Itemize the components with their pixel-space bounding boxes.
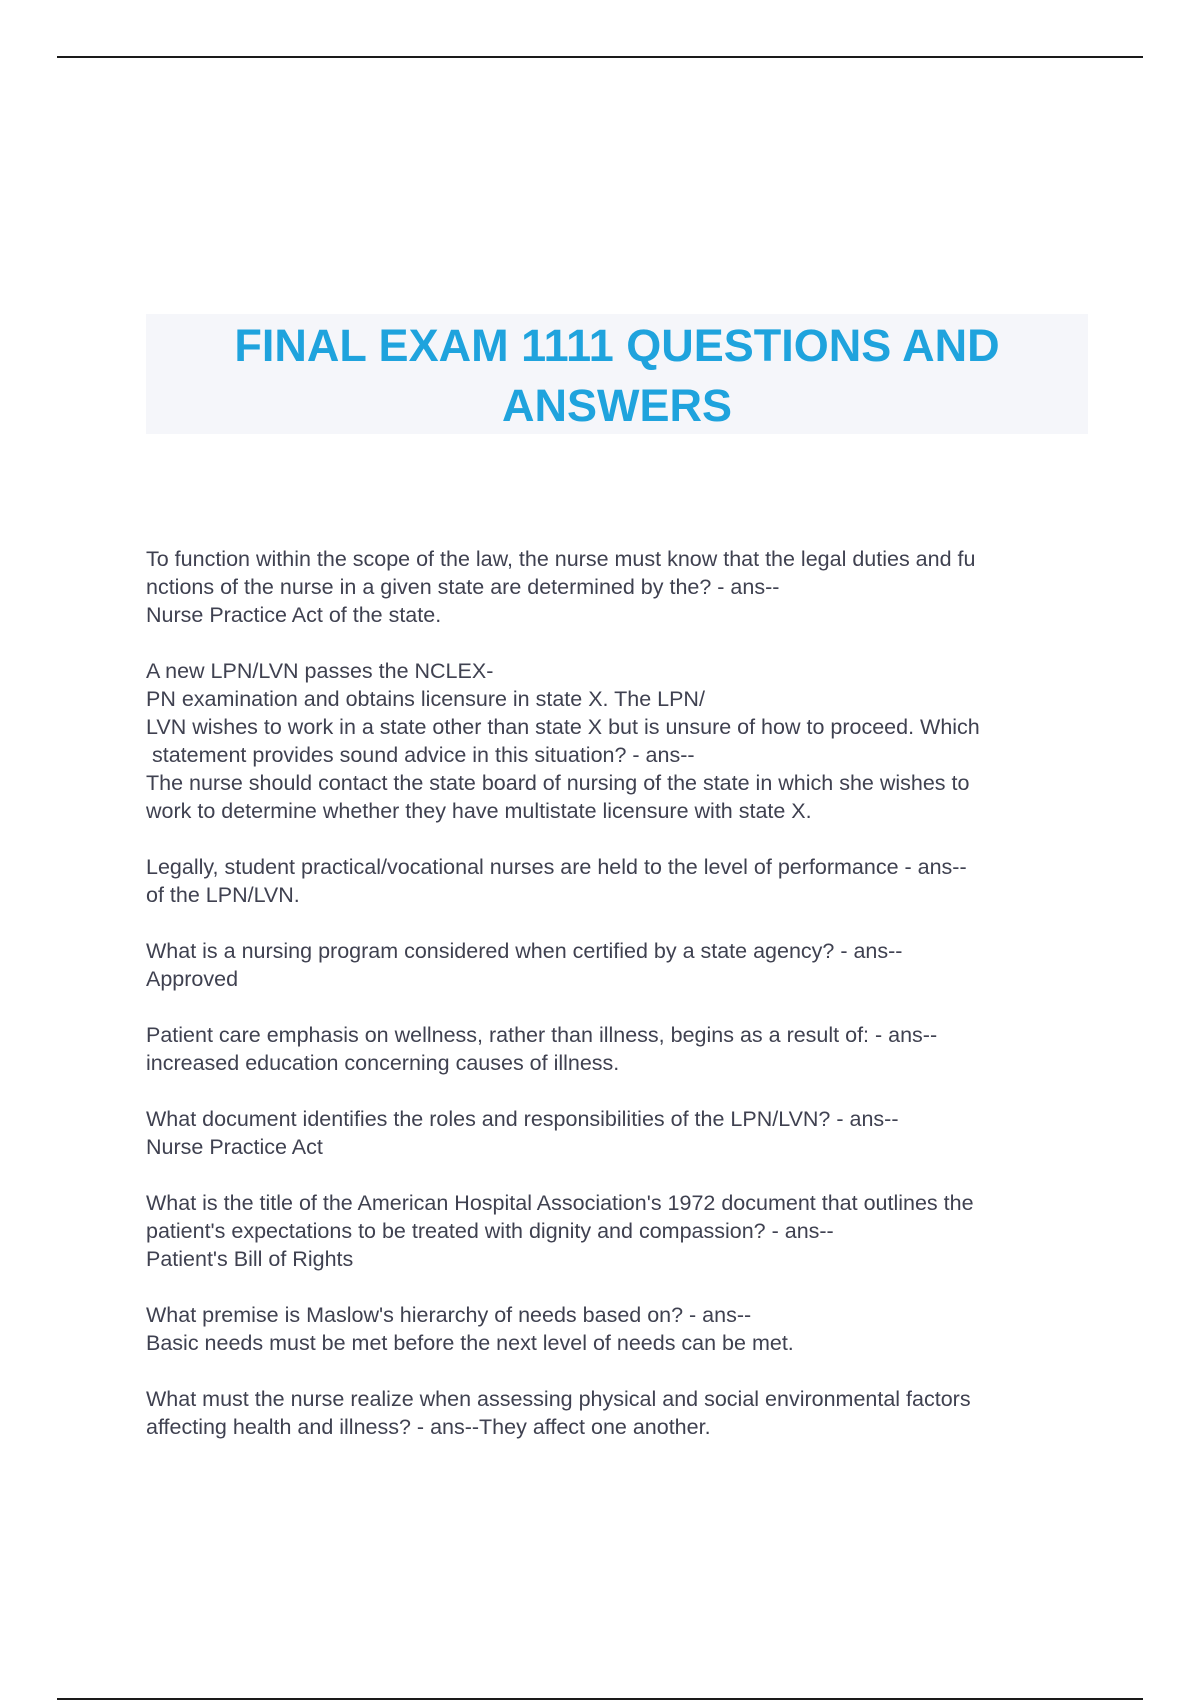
qa-line: Nurse Practice Act	[146, 1135, 323, 1159]
top-rule	[57, 56, 1143, 58]
qa-line: increased education concerning causes of illness.	[146, 1051, 620, 1075]
qa-line: statement provides sound advice in this situation? - ans--	[146, 743, 695, 767]
title-line-1: FINAL EXAM 1111 QUESTIONS AND	[234, 320, 1000, 371]
qa-line: affecting health and illness? - ans--They affect one another.	[146, 1415, 711, 1439]
title-banner	[146, 314, 1088, 434]
qa-item	[146, 1105, 1096, 1161]
qa-line: nctions of the nurse in a given state are determined by the? - ans--	[146, 575, 780, 599]
qa-item	[146, 853, 1096, 909]
qa-line: What premise is Maslow's hierarchy of needs based on? - ans--	[146, 1303, 752, 1327]
qa-line: Patient care emphasis on wellness, rather than illness, begins as a result of: - ans--	[146, 1023, 938, 1047]
qa-item	[146, 1301, 1096, 1357]
qa-line: patient's expectations to be treated with dignity and compassion? - ans--	[146, 1219, 834, 1243]
qa-line: Nurse Practice Act of the state.	[146, 603, 442, 627]
qa-line: Patient's Bill of Rights	[146, 1247, 354, 1271]
qa-line: To function within the scope of the law, the nurse must know that the legal duties and fu	[146, 547, 976, 571]
qa-line: The nurse should contact the state board of nursing of the state in which she wishes to	[146, 771, 970, 795]
qa-line: What is the title of the American Hospital Association's 1972 document that outlines the	[146, 1191, 974, 1215]
qa-line: What must the nurse realize when assessing physical and social environmental factors	[146, 1387, 971, 1411]
qa-line: of the LPN/LVN.	[146, 883, 300, 907]
qa-line: Approved	[146, 967, 239, 991]
qa-line: PN examination and obtains licensure in state X. The LPN/	[146, 687, 705, 711]
qa-item	[146, 657, 1096, 825]
qa-item	[146, 1385, 1096, 1441]
qa-item	[146, 937, 1096, 993]
qa-list	[146, 545, 1096, 1469]
qa-item	[146, 545, 1096, 629]
qa-item	[146, 1021, 1096, 1077]
qa-item	[146, 1189, 1096, 1273]
qa-line: Legally, student practical/vocational nurses are held to the level of performance - ans--	[146, 855, 967, 879]
qa-line: What document identifies the roles and responsibilities of the LPN/LVN? - ans--	[146, 1107, 899, 1131]
qa-line: LVN wishes to work in a state other than state X but is unsure of how to proceed. Which	[146, 715, 980, 739]
qa-line: Basic needs must be met before the next level of needs can be met.	[146, 1331, 794, 1355]
title-line-2: ANSWERS	[501, 380, 732, 431]
qa-line: work to determine whether they have multistate licensure with state X.	[146, 799, 812, 823]
qa-line: What is a nursing program considered when certified by a state agency? - ans--	[146, 939, 903, 963]
qa-line: A new LPN/LVN passes the NCLEX-	[146, 659, 494, 683]
